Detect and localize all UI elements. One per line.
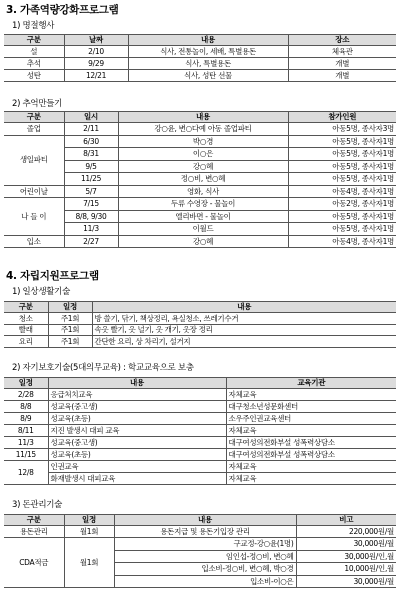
table-row — [4, 46, 396, 58]
cell: 속옷 빨기, 옷 널기, 옷 개기, 옷장 정리 — [92, 324, 396, 336]
cell: 방 쓸기, 닦기, 책상정리, 욕실청소, 쓰레기수거 — [92, 313, 396, 325]
cell: 요리 — [4, 336, 48, 348]
cell: 구교정-강○윤(1명) — [114, 538, 296, 551]
cell: 12/8 — [4, 461, 48, 485]
col-header: 구분 — [4, 112, 64, 123]
cell: 엘리바면 - 물놀이 — [118, 210, 288, 223]
cell: 자체교육 — [226, 389, 396, 401]
cell: 추석 — [4, 58, 64, 70]
table-row — [4, 198, 396, 211]
cell: 두류 수영장 - 물놀이 — [118, 198, 288, 211]
table-row — [4, 526, 396, 538]
col-header: 일정 — [64, 515, 114, 526]
cell: 아동2명, 종사자1명 — [288, 198, 396, 211]
cell: 9/29 — [64, 58, 128, 70]
table-row — [4, 437, 396, 449]
section4-sub1-title: 1) 일상생활기술 — [12, 287, 70, 297]
category-cell: 나 들 이 — [4, 198, 64, 236]
cell: 대구여성의전화부설 성폭력상담소 — [226, 437, 396, 449]
cell: 성교육(초등) — [48, 413, 226, 425]
cell: 자체교육 — [226, 461, 396, 473]
cell: 220,000원/월 — [296, 526, 396, 538]
cell: 아동5명, 종사자1명 — [288, 210, 396, 223]
section4-title: 4. 자립지원프로그램 — [6, 270, 99, 282]
cell: 개별 — [288, 58, 396, 70]
cell: 아동5명, 종사자3명 — [288, 123, 396, 136]
cell: 인권교육 — [48, 461, 226, 473]
cell: 아동5명, 종사자1명 — [288, 173, 396, 186]
col-header: 참가인원 — [288, 112, 396, 123]
category-cell: 졸업 — [4, 123, 64, 136]
col-header: 일정 — [4, 378, 48, 389]
col-header: 구분 — [4, 302, 48, 313]
cell: 성교육(중고생) — [48, 401, 226, 413]
cell: 성탄 — [4, 70, 64, 82]
col-header: 내용 — [128, 35, 288, 46]
cell: 아동5명, 종사자1명 — [288, 148, 396, 161]
cell: 대구청소년성문화센터 — [226, 401, 396, 413]
section3-sub2-title: 2) 추억만들기 — [12, 99, 63, 109]
cell: 빨래 — [4, 324, 48, 336]
cell: 이○은 — [118, 148, 288, 161]
daily-life-table — [4, 301, 396, 348]
section4-sub2-title: 2) 자기보호기술(5대의무교육) : 학교교육으로 보충 — [12, 363, 194, 373]
cell: 주1회 — [48, 324, 92, 336]
cell: 9/5 — [64, 160, 118, 173]
section3-title: 3. 가족역량강화프로그램 — [6, 4, 119, 16]
col-header: 날짜 — [64, 35, 128, 46]
table-row — [4, 313, 396, 325]
cell: 간단한 요리, 상 차리기, 설거지 — [92, 336, 396, 348]
col-header: 내용 — [92, 302, 396, 313]
cell: 자체교육 — [226, 425, 396, 437]
memories-table — [4, 111, 396, 248]
cell: 2/10 — [64, 46, 128, 58]
cell: 월1회 — [64, 538, 114, 588]
col-header: 비고 — [296, 515, 396, 526]
section3-sub1-title: 1) 명절행사 — [12, 21, 55, 31]
cell: 정○비, 변○혜 — [118, 173, 288, 186]
col-header: 내용 — [114, 515, 296, 526]
cell: 11/3 — [64, 223, 118, 236]
cell: 강○혜 — [118, 235, 288, 248]
cell: 체육관 — [288, 46, 396, 58]
cell: 성교육(초등) — [48, 449, 226, 461]
cell: 식사, 특별용돈 — [128, 58, 288, 70]
cell: 아동4명, 종사자1명 — [288, 235, 396, 248]
cell: 강○윤, 변○다예 아동 졸업파티 — [118, 123, 288, 136]
cell: 30,000원/월 — [296, 575, 396, 588]
col-header: 구분 — [4, 35, 64, 46]
cell: 화재발생시 대피교육 — [48, 473, 226, 485]
cell: 아동4명, 종사자1명 — [288, 185, 396, 198]
cell: 2/27 — [64, 235, 118, 248]
cell: 식사, 전통놀이, 세배, 특별용돈 — [128, 46, 288, 58]
cell: 영화, 식사 — [118, 185, 288, 198]
table-row — [4, 461, 396, 473]
cell: 12/21 — [64, 70, 128, 82]
table-row — [4, 413, 396, 425]
cell: 11/3 — [4, 437, 48, 449]
table-row — [4, 123, 396, 136]
cell: CDA적금 — [4, 538, 64, 588]
table-row — [4, 336, 396, 348]
cell: 6/30 — [64, 135, 118, 148]
table-row — [4, 135, 396, 148]
cell: 8/31 — [64, 148, 118, 161]
table-row — [4, 235, 396, 248]
table-row — [4, 70, 396, 82]
table-row — [4, 401, 396, 413]
col-header: 일정 — [48, 302, 92, 313]
cell: 10,000원/인,월 — [296, 563, 396, 576]
table-row — [4, 538, 396, 551]
col-header: 내용 — [118, 112, 288, 123]
cell: 임인섭-정○비, 변○혜 — [114, 550, 296, 563]
table-row — [4, 425, 396, 437]
cell: 지진 발생시 대피 교육 — [48, 425, 226, 437]
category-cell: 생일파티 — [4, 135, 64, 185]
cell: 박○경 — [118, 135, 288, 148]
cell: 이월드 — [118, 223, 288, 236]
category-cell: 입소 — [4, 235, 64, 248]
cell: 30,000원/월 — [296, 538, 396, 551]
cell: 8/8 — [4, 401, 48, 413]
cell: 청소 — [4, 313, 48, 325]
money-management-table — [4, 514, 396, 588]
cell: 설 — [4, 46, 64, 58]
cell: 11/15 — [4, 449, 48, 461]
table-row — [4, 449, 396, 461]
cell: 입소비-정○비, 변○혜, 박○경 — [114, 563, 296, 576]
section4-sub3-title: 3) 돈관리기술 — [12, 500, 63, 510]
cell: 8/11 — [4, 425, 48, 437]
self-protection-table — [4, 377, 396, 485]
table-row — [4, 389, 396, 401]
cell: 대구여성의전화부설 성폭력상담소 — [226, 449, 396, 461]
cell: 8/8, 9/30 — [64, 210, 118, 223]
cell: 아동5명, 종사자1명 — [288, 223, 396, 236]
col-header: 구분 — [4, 515, 64, 526]
cell: 월1회 — [64, 526, 114, 538]
cell: 30,000원/인,월 — [296, 550, 396, 563]
cell: 강○혜 — [118, 160, 288, 173]
table-row — [4, 58, 396, 70]
col-header: 장소 — [288, 35, 396, 46]
cell: 아동5명, 종사자1명 — [288, 135, 396, 148]
cell: 2/28 — [4, 389, 48, 401]
cell: 용돈지급 및 용돈기입장 관리 — [114, 526, 296, 538]
cell: 소우주인권교육센터 — [226, 413, 396, 425]
table-row — [4, 324, 396, 336]
cell: 7/15 — [64, 198, 118, 211]
cell: 8/9 — [4, 413, 48, 425]
cell: 주1회 — [48, 336, 92, 348]
cell: 성교육(중고생) — [48, 437, 226, 449]
col-header: 교육기관 — [226, 378, 396, 389]
col-header: 내용 — [48, 378, 226, 389]
holiday-events-table — [4, 34, 396, 82]
cell: 11/25 — [64, 173, 118, 186]
cell: 5/7 — [64, 185, 118, 198]
table-row — [4, 473, 396, 485]
cell: 식사, 성탄 선물 — [128, 70, 288, 82]
cell: 주1회 — [48, 313, 92, 325]
cell: 아동5명, 종사자1명 — [288, 160, 396, 173]
cell: 2/11 — [64, 123, 118, 136]
table-row — [4, 185, 396, 198]
cell: 용돈관리 — [4, 526, 64, 538]
cell: 자체교육 — [226, 473, 396, 485]
cell: 개별 — [288, 70, 396, 82]
col-header: 일시 — [64, 112, 118, 123]
cell: 입소비-이○은 — [114, 575, 296, 588]
category-cell: 어린이날 — [4, 185, 64, 198]
cell: 응급처치교육 — [48, 389, 226, 401]
